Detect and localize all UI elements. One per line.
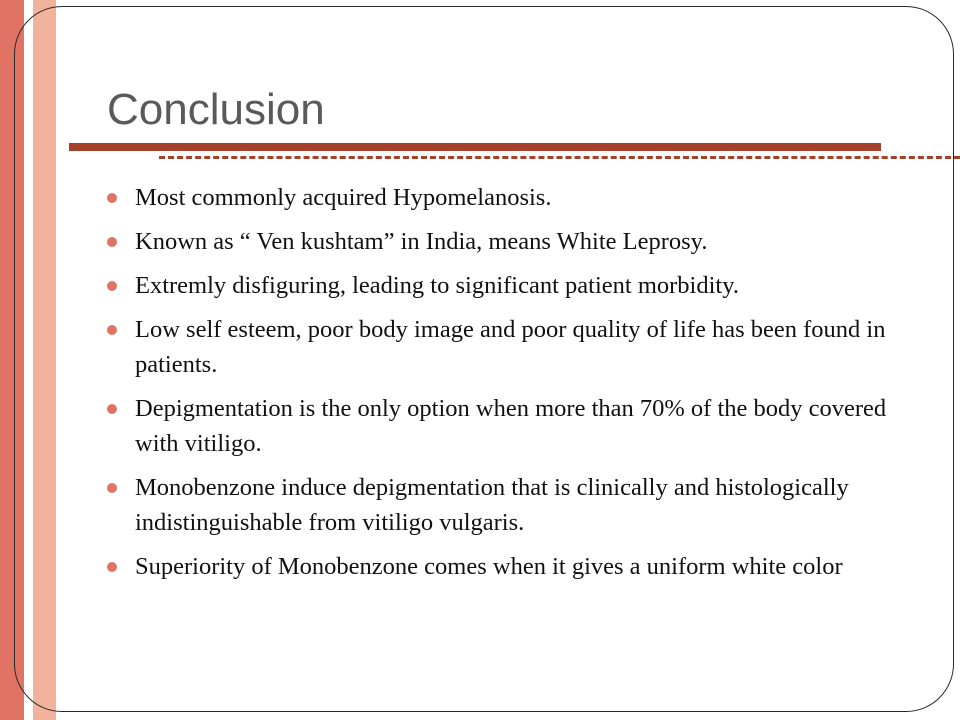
bullet-list (106, 180, 916, 593)
bullet-text: Superiority of Monobenzone comes when it gives a uniform white color (135, 553, 843, 580)
bullet-text: Most commonly acquired Hypomelanosis. (135, 184, 552, 211)
bullet-text: Known as “ Ven kushtam” in India, means White Leprosy. (135, 228, 708, 255)
bullet-item (106, 549, 916, 584)
bullet-dot-icon (107, 483, 117, 493)
slide-title: Conclusion (107, 85, 325, 134)
bullet-text: Monobenzone induce depigmentation that is clinically and histologically indistinguishable from vitiligo vulgaris. (135, 474, 849, 536)
bullet-dot-icon (107, 193, 117, 203)
bullet-item (106, 268, 916, 303)
title-underline-solid (69, 143, 881, 151)
bullet-dot-icon (107, 404, 117, 414)
bullet-item (106, 470, 916, 540)
bullet-item (106, 391, 916, 461)
bullet-dot-icon (107, 281, 117, 291)
bullet-text: Extremly disfiguring, leading to significant patient morbidity. (135, 272, 739, 299)
title-underline-dashed (159, 156, 960, 159)
bullet-item (106, 224, 916, 259)
bullet-text: Depigmentation is the only option when more than 70% of the body covered with vitiligo. (135, 395, 887, 457)
bullet-text: Low self esteem, poor body image and poor quality of life has been found in patients. (135, 316, 886, 378)
bullet-item (106, 312, 916, 382)
bullet-dot-icon (107, 562, 117, 572)
bullet-dot-icon (107, 325, 117, 335)
bullet-dot-icon (107, 237, 117, 247)
bullet-item (106, 180, 916, 215)
